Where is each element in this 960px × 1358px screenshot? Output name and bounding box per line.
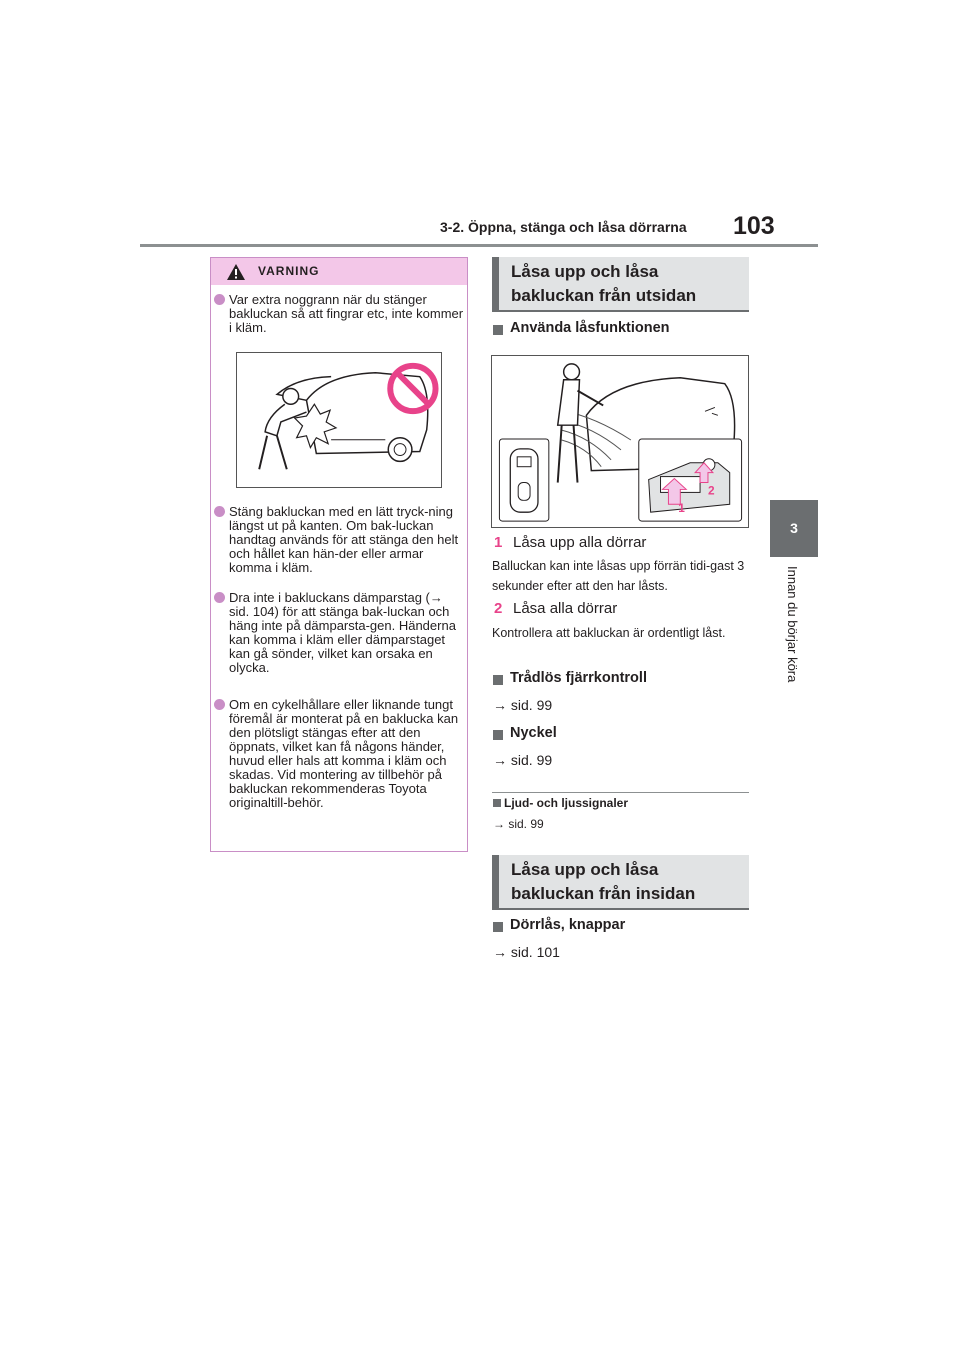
warning-bullet-text: Dra inte i bakluckans dämparstag (→ sid. 104) för att stänga bak-luckan och häng inte på dämparsta-gen. Händerna kan komma i kläm eller dämparstaget kan gå sönder, vilket kan orsaka en olycka. — [229, 590, 456, 675]
section-title-line: Låsa upp och låsa — [511, 860, 659, 879]
subheading-signals: Ljud- och ljussignaler — [504, 796, 629, 810]
section-title-line: Låsa upp och låsa — [511, 262, 659, 281]
warning-triangle-icon — [226, 263, 246, 281]
chapter-number: 3 — [790, 520, 798, 536]
step-text: Låsa alla dörrar — [513, 600, 618, 617]
section-heading-inside — [492, 855, 749, 910]
page-reference-link[interactable]: → sid. 99 — [493, 817, 544, 831]
step-text: Låsa upp alla dörrar — [513, 534, 647, 551]
page-reference-link[interactable]: → sid. 99 — [493, 697, 553, 713]
subheading-lock-function: Använda låsfunktionen — [510, 320, 670, 336]
section-title-line: bakluckan från insidan — [511, 884, 696, 903]
square-bullet-icon — [493, 730, 503, 740]
page-reference-link[interactable]: → sid. 99 — [493, 752, 553, 768]
subheading-key: Nyckel — [510, 725, 557, 741]
chapter-side-label — [783, 566, 803, 716]
subheading-door-lock: Dörrlås, knappar — [510, 917, 626, 933]
bullet-dot-icon — [214, 592, 225, 603]
step-note: Balluckan kan inte låsas upp förrän tidi-gast 3 sekunder efter att den har låsts. — [492, 559, 745, 593]
warning-bullet-text: Var extra noggrann när du stänger bakluckan så att fingrar etc, inte kommer i kläm. — [229, 292, 464, 335]
warning-title: VARNING — [258, 264, 320, 278]
warning-bullet-text: Stäng bakluckan med en lätt tryck-ning längst ut på kanten. Om bak-luckan handtag används för att stänga den helt och hållet kan hän-der eller armar komma i kläm. — [229, 504, 459, 575]
bullet-dot-icon — [214, 699, 225, 710]
bullet-dot-icon — [214, 294, 225, 305]
unlock-with-key-illustration — [491, 355, 749, 528]
step-number: 2 — [494, 600, 503, 617]
divider — [492, 792, 749, 793]
callout-1-label: 1 — [678, 501, 685, 516]
section-heading-outside — [492, 257, 749, 312]
page-reference-link[interactable]: → sid. 101 — [493, 944, 560, 960]
section-title-line: bakluckan från utsidan — [511, 286, 697, 305]
square-bullet-icon — [493, 922, 503, 932]
header-rule — [140, 244, 818, 247]
square-bullet-icon — [493, 799, 501, 807]
step-note: Kontrollera att bakluckan är ordentligt låst. — [492, 626, 726, 640]
warning-bullet-text: Om en cykelhållare eller liknande tungt föremål är monterat på en baklucka kan den plötsligt stängas efter att den öppnats, vilket kan få någons händer, huvud eller hals att komma i kläm och skadas. Vid montering av tillbehör på bakluckan rekommenderas Toyota originaltill-behör. — [229, 697, 459, 810]
subheading-remote: Trådlös fjärrkontroll — [510, 670, 647, 686]
tailgate-pinch-illustration — [236, 352, 442, 488]
warning-header — [211, 258, 467, 285]
section-title: 3-2. Öppna, stänga och låsa dörrarna — [440, 219, 687, 235]
chapter-label-text: Innan du börjar köra — [785, 566, 800, 683]
bullet-dot-icon — [214, 506, 225, 517]
callout-2-label: 2 — [707, 483, 715, 498]
step-number: 1 — [494, 534, 503, 551]
square-bullet-icon — [493, 675, 503, 685]
square-bullet-icon — [493, 325, 503, 335]
page-number: 103 — [733, 212, 775, 240]
